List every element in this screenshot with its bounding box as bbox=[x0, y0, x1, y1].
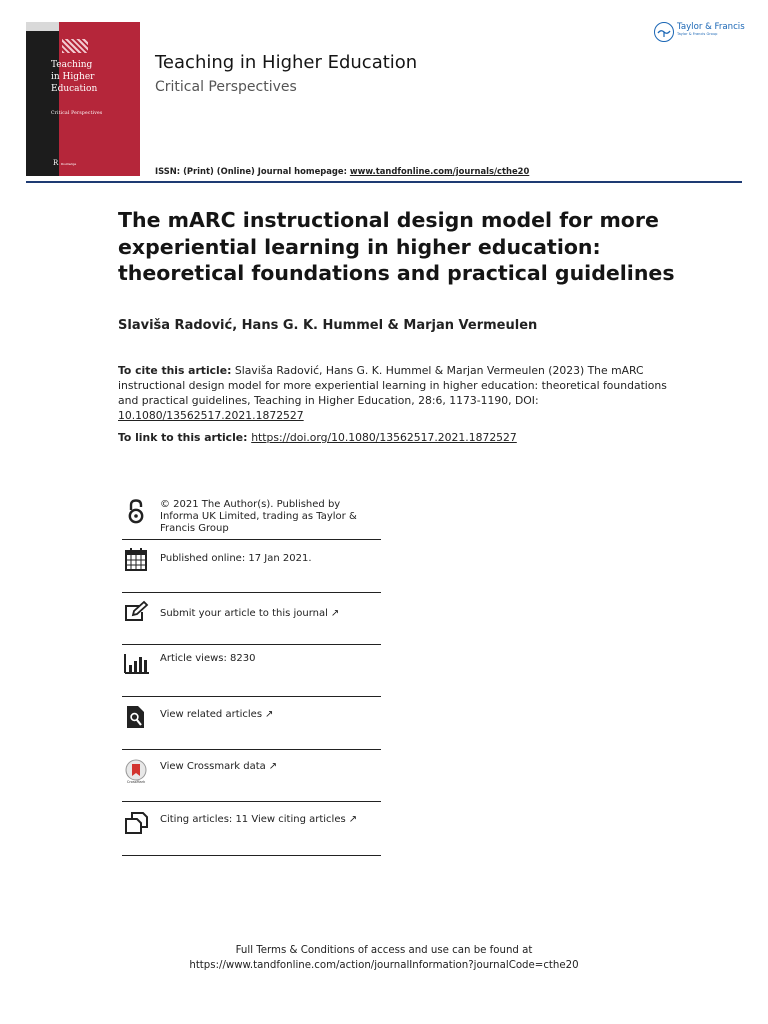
article-title: The mARC instructional design model for more experiential learning in higher education: theoretical foundations and practical guidelines bbox=[118, 208, 675, 285]
article-views: Article views: 8230 bbox=[160, 653, 256, 664]
journal-homepage-link[interactable]: www.tandfonline.com/journals/cthe20 bbox=[349, 166, 530, 176]
citation-block bbox=[118, 363, 678, 423]
citing-articles-label: Citing articles: 11 View citing articles bbox=[160, 814, 346, 825]
cover-subtitle: Critical Perspectives bbox=[51, 111, 103, 116]
info-divider bbox=[122, 539, 381, 540]
crossmark-link[interactable] bbox=[160, 761, 277, 773]
info-divider bbox=[122, 801, 381, 802]
article-authors: Slaviša Radović, Hans G. K. Hummel & Marjan Vermeulen bbox=[118, 318, 538, 333]
taylor-francis-logo-icon bbox=[654, 22, 674, 42]
cover-title bbox=[51, 59, 137, 95]
info-divider bbox=[122, 855, 381, 856]
license-text: © 2021 The Author(s). Published by Informa UK Limited, trading as Taylor & Francis Group bbox=[160, 499, 357, 534]
info-divider bbox=[122, 592, 381, 593]
citing-articles-link[interactable] bbox=[160, 814, 357, 826]
related-articles-link[interactable] bbox=[160, 709, 273, 721]
cover-title-line: Teaching bbox=[51, 60, 93, 70]
submit-row[interactable] bbox=[122, 600, 381, 626]
related-row[interactable] bbox=[122, 705, 381, 731]
footer-terms bbox=[0, 943, 768, 973]
crossmark-label: View Crossmark data bbox=[160, 761, 266, 772]
submit-article-label: Submit your article to this journal bbox=[160, 608, 328, 619]
external-link-icon: ↗ bbox=[330, 608, 340, 619]
footer-terms-text: Full Terms & Conditions of access and use can be found at bbox=[235, 945, 533, 956]
citation-text: Slaviša Radović, Hans G. K. Hummel & Marjan Vermeulen (2023) The mARC instructional design model for more experiential learning in higher education: theoretical foundations and practical guidelines, Teaching in Higher Education, 28:6, 1173-1190, DOI: bbox=[118, 364, 667, 407]
published-row bbox=[122, 547, 381, 573]
info-divider bbox=[122, 696, 381, 697]
citation-doi-link[interactable]: 10.1080/13562517.2021.1872527 bbox=[118, 409, 304, 422]
published-date: Published online: 17 Jan 2021. bbox=[160, 553, 312, 564]
publisher-name: Taylor & Francis bbox=[677, 22, 745, 32]
article-doi-link[interactable]: https://doi.org/10.1080/13562517.2021.1872527 bbox=[251, 431, 517, 444]
calendar-icon bbox=[122, 547, 150, 573]
open-access-icon bbox=[122, 499, 150, 525]
publisher-mark: R bbox=[53, 159, 59, 167]
external-link-icon: ↗ bbox=[265, 709, 274, 720]
info-divider bbox=[122, 644, 381, 645]
edit-icon bbox=[122, 600, 150, 626]
external-link-icon: ↗ bbox=[268, 761, 278, 772]
article-link-line bbox=[118, 431, 517, 444]
issn-label: ISSN: (Print) (Online) Journal homepage: bbox=[155, 166, 350, 176]
related-articles-label: View related articles bbox=[160, 709, 263, 720]
publisher-tagline: Taylor & Francis Group bbox=[677, 32, 718, 36]
taylor-francis-wordmark bbox=[677, 22, 745, 37]
bar-chart-icon bbox=[122, 652, 150, 678]
journal-title: Teaching in Higher Education bbox=[155, 52, 418, 73]
cover-red-panel bbox=[51, 22, 140, 176]
cover-pattern bbox=[62, 39, 88, 53]
citing-articles-icon bbox=[122, 811, 150, 837]
cover-title-line: in Higher bbox=[51, 72, 95, 82]
crossmark-row[interactable] bbox=[122, 758, 381, 784]
journal-cover bbox=[26, 22, 140, 176]
submit-article-link[interactable] bbox=[160, 608, 339, 620]
info-divider bbox=[122, 749, 381, 750]
citation-label: To cite this article: bbox=[118, 364, 232, 377]
cover-title-line: Education bbox=[51, 84, 98, 94]
footer-terms-link[interactable]: https://www.tandfonline.com/action/journalInformation?journalCode=cthe20 bbox=[189, 960, 579, 971]
header-divider bbox=[26, 181, 742, 183]
article-link-label: To link to this article: bbox=[118, 431, 252, 444]
license-row bbox=[122, 499, 381, 535]
external-link-icon: ↗ bbox=[348, 814, 358, 825]
crossmark-icon bbox=[122, 758, 150, 784]
taylor-francis-logo bbox=[654, 22, 745, 42]
search-document-icon bbox=[122, 705, 150, 731]
crossmark-icon-label: CrossMark bbox=[126, 779, 146, 784]
citing-row[interactable] bbox=[122, 811, 381, 837]
views-row bbox=[122, 652, 381, 678]
journal-subtitle: Critical Perspectives bbox=[155, 79, 297, 95]
publisher-text: Routledge bbox=[61, 162, 77, 166]
issn-line bbox=[155, 166, 529, 176]
